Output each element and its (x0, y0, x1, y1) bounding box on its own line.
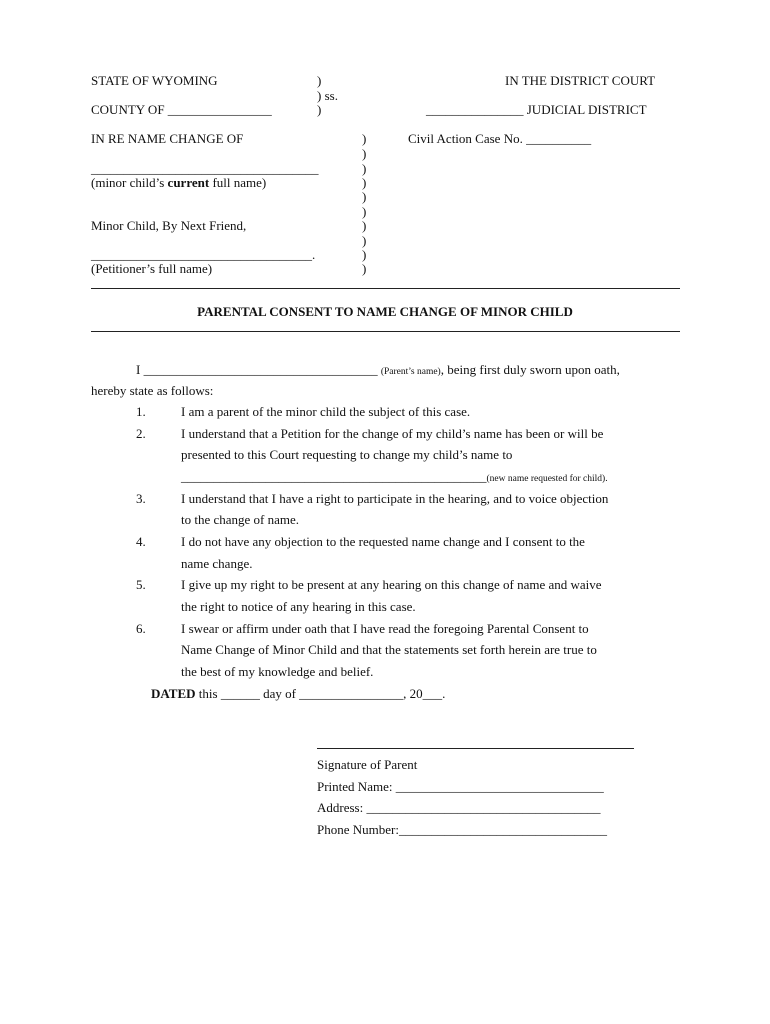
county-field: COUNTY OF ________________ (91, 102, 272, 117)
caption-paren: ) (362, 247, 367, 262)
item-text: the right to notice of any hearing in this case. (181, 599, 416, 614)
petitioner-label: (Petitioner’s full name) (91, 261, 213, 276)
item-text: I give up my right to be present at any hearing on this change of name and waive (181, 577, 602, 592)
printed-name-field: Printed Name: ________________________________ (317, 779, 604, 794)
caption-paren-ss: ) ss. (317, 88, 338, 103)
petitioner-line: __________________________________. (91, 247, 316, 262)
item-text: I do not have any objection to the requested name change and I consent to the (181, 534, 585, 549)
item-number: 4. (136, 534, 146, 549)
caption-paren: ) (362, 161, 367, 176)
minor-child-by-label: Minor Child, By Next Friend, (91, 218, 247, 233)
caption-paren: ) (362, 233, 367, 248)
dated-label: DATED (151, 686, 196, 701)
item-text: I am a parent of the minor child the subject of this case. (181, 404, 471, 419)
item-text: I understand that I have a right to participate in the hearing, and to voice objection (181, 491, 609, 506)
item-number: 5. (136, 577, 146, 592)
parent-name-blank: ____________________________________ (143, 362, 378, 377)
item-text: name change. (181, 556, 253, 571)
document-title: PARENTAL CONSENT TO NAME CHANGE OF MINOR CHILD (197, 304, 573, 319)
caption-paren: ) (362, 261, 367, 276)
caption-paren: ) (317, 73, 322, 88)
in-re-label: IN RE NAME CHANGE OF (91, 131, 244, 146)
caption-paren: ) (362, 131, 367, 146)
state-label: STATE OF WYOMING (91, 73, 218, 88)
caption-paren: ) (362, 175, 367, 190)
item-text: the best of my knowledge and belief. (181, 664, 374, 679)
signature-label: Signature of Parent (317, 757, 418, 772)
item-number: 6. (136, 621, 146, 636)
caption-paren: ) (362, 218, 367, 233)
intro-rest: , being first duly sworn upon oath, (440, 362, 620, 377)
item-text: Name Change of Minor Child and that the statements set forth herein are true to (181, 642, 597, 657)
item-text: presented to this Court requesting to change my child’s name to (181, 447, 513, 462)
intro-i: I (136, 362, 141, 377)
case-number-field: Civil Action Case No. __________ (408, 131, 592, 146)
item-number: 1. (136, 404, 146, 419)
judicial-district-field: _______________ JUDICIAL DISTRICT (426, 102, 647, 117)
phone-number-field: Phone Number:________________________________ (317, 822, 607, 837)
caption-paren: ) (362, 146, 367, 161)
item-text: I understand that a Petition for the change of my child’s name has been or will be (181, 426, 604, 441)
item-text: I swear or affirm under oath that I have read the foregoing Parental Consent to (181, 621, 589, 636)
new-name-line (181, 469, 608, 487)
dated-line (151, 686, 445, 702)
intro-line-2: hereby state as follows: (91, 383, 214, 398)
parent-name-label: (Parent’s name) (380, 367, 441, 377)
title-top-rule (91, 288, 680, 289)
dated-rest: this ______ day of ________________, 20___. (195, 686, 446, 701)
intro-line (136, 362, 620, 380)
item-text: to the change of name. (181, 512, 300, 527)
item-number: 3. (136, 491, 146, 506)
new-name-label: (new name requested for child). (486, 474, 608, 484)
caption-paren: ) (362, 189, 367, 204)
caption-paren: ) (362, 204, 367, 219)
child-name-label-pre: (minor child’s (91, 175, 168, 190)
new-name-blank: _______________________________________________ (181, 469, 487, 484)
title-bottom-rule (91, 331, 680, 332)
child-name-label-post: full name) (209, 175, 267, 190)
caption-paren: ) (317, 102, 322, 117)
signature-line (317, 748, 634, 749)
child-name-label (91, 175, 266, 191)
child-name-label-bold: current (167, 175, 210, 190)
court-label: IN THE DISTRICT COURT (505, 73, 656, 88)
address-field: Address: ____________________________________ (317, 800, 601, 815)
item-number: 2. (136, 426, 146, 441)
child-name-line: ___________________________________ (91, 161, 319, 176)
